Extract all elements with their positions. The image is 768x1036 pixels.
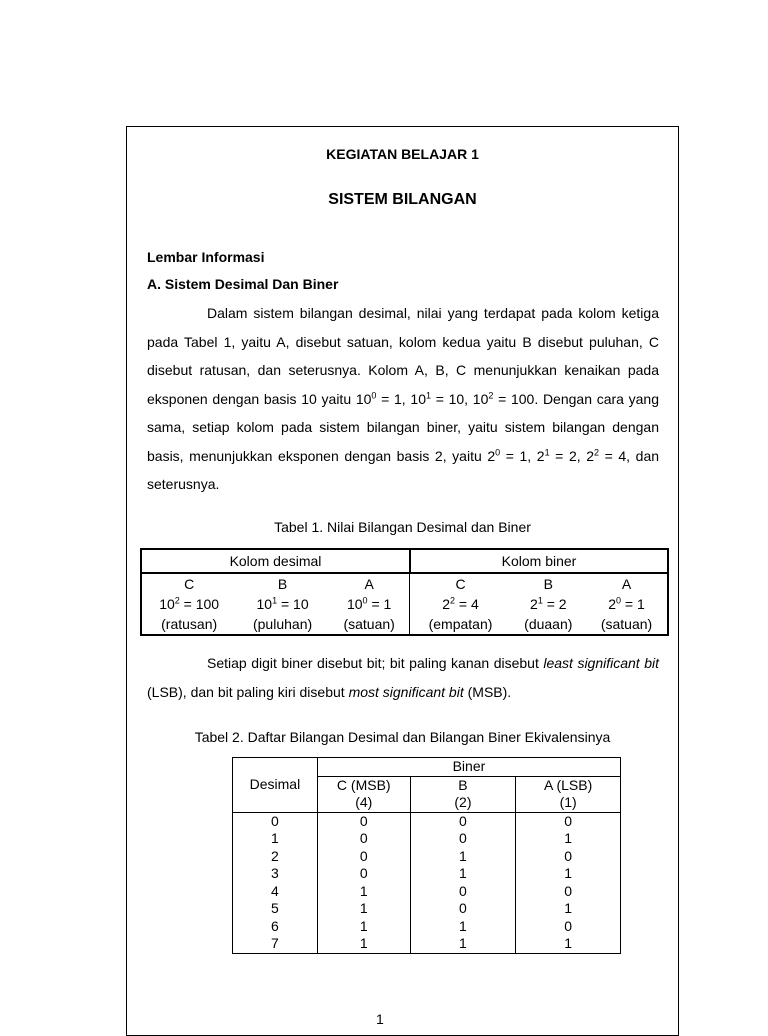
table1-cell: $10^0 = 1$: [346, 595, 392, 612]
table2-cell: 5: [233, 900, 318, 918]
table2-col-header: B: [410, 776, 516, 794]
section-label: Lembar Informasi: [147, 249, 265, 265]
table2-cell: 0: [410, 900, 516, 918]
table-2: [232, 757, 621, 954]
table2-cell: 1: [410, 935, 516, 953]
table-row: [233, 830, 621, 848]
table-1: [140, 548, 669, 636]
table2-cell: 1: [317, 918, 410, 936]
table2-cell: 1: [410, 865, 516, 883]
paragraph-2: Setiap digit biner disebut bit; bit paling kanan disebut least significant bit (LSB), dan bit paling kiri disebut most significant bit (MSB).: [147, 655, 659, 700]
table2-cell: 0: [410, 883, 516, 901]
table2-cell: 0: [233, 812, 318, 830]
paragraph-1: Dalam sistem bilangan desimal, nilai yang terdapat pada kolom ketiga pada Tabel 1, yaitu A, disebut satuan, kolom kedua yaitu B disebut puluhan, C disebut ratusan, dan seterusnya. Kolom A, B, C menunjukkan kenaikan pada eksponen dengan basis 10 yaitu $10^0 = 1$, $10^1 = 10$, $10^2 = 100$. Dengan cara yang sama, setiap kolom pada sistem bilangan biner, yaitu sistem bilangan dengan basis, menunjukkan eksponen dengan basis 2, yaitu $2^0 = 1$, $2^1 = 2$, $2^2 = 4$, dan seterusnya.: [147, 305, 660, 492]
table1-cell: B: [543, 576, 553, 592]
table2-cell: 0: [317, 812, 410, 830]
table1-cell: (puluhan): [236, 614, 329, 635]
table1-cell: $2^1 = 2$: [530, 595, 567, 612]
table2-cell: 1: [410, 848, 516, 866]
table1-cell: A: [586, 573, 668, 594]
table2-col-subheader: (4): [317, 794, 410, 812]
table2-cell: 0: [516, 848, 621, 866]
table2-cell: 0: [410, 812, 516, 830]
table2-desimal-header: Desimal: [233, 758, 318, 813]
table2-cell: 6: [233, 918, 318, 936]
table1-cell: (satuan): [586, 614, 668, 635]
table2-cell: 1: [317, 900, 410, 918]
table1-group-desimal: Kolom desimal: [141, 549, 410, 573]
table2-cell: 0: [317, 830, 410, 848]
table2-body: [233, 812, 621, 953]
table-row: [233, 865, 621, 883]
table2-cell: 0: [317, 865, 410, 883]
table-row: [233, 883, 621, 901]
table2-cell: 3: [233, 865, 318, 883]
table1-cell: (ratusan): [141, 614, 236, 635]
table2-cell: 1: [233, 830, 318, 848]
table2-biner-header: Biner: [317, 758, 620, 777]
table-row: [233, 935, 621, 953]
table1-cell: $10^2 = 100$: [141, 594, 236, 614]
table1-cell: $2^2 = 4$: [410, 594, 511, 614]
table2-col-header: A (LSB): [516, 776, 621, 794]
table1-cell: C: [410, 573, 511, 594]
table2-cell: 2: [233, 848, 318, 866]
table2-cell: 1: [516, 865, 621, 883]
table1-power-row: [141, 594, 668, 614]
page-title: KEGIATAN BELAJAR 1: [326, 146, 479, 162]
table-row: [233, 848, 621, 866]
table1-cell: B: [277, 576, 288, 592]
table2-cell: 1: [317, 883, 410, 901]
table1-cell: (duaan): [511, 614, 587, 635]
table2-caption: Tabel 2. Daftar Bilangan Desimal dan Bilangan Biner Ekivalensinya: [194, 729, 611, 745]
table2-col-header: C (MSB): [317, 776, 410, 794]
table1-cell: (satuan): [329, 614, 410, 635]
page-number: 1: [376, 1011, 384, 1027]
table2-cell: 1: [516, 900, 621, 918]
table2-cell: 0: [516, 812, 621, 830]
table2-cell: 1: [317, 935, 410, 953]
table2-cell: 0: [516, 918, 621, 936]
table1-caption: Tabel 1. Nilai Bilangan Desimal dan Biner: [274, 519, 531, 535]
table1-cell: A: [364, 576, 374, 592]
table2-cell: 1: [410, 918, 516, 936]
table2-cell: 7: [233, 935, 318, 953]
table2-cell: 4: [233, 883, 318, 901]
table1-letter-row: [141, 573, 668, 594]
table1-name-row: [141, 614, 668, 635]
table2-cell: 0: [317, 848, 410, 866]
chapter-title: SISTEM BILANGAN: [328, 191, 477, 208]
table1-group-biner: Kolom biner: [410, 549, 668, 573]
table1-cell: C: [141, 573, 236, 594]
table2-col-subheader: (2): [410, 794, 516, 812]
table2-col-subheader: (1): [516, 794, 621, 812]
table1-cell: $2^0 = 1$: [586, 594, 668, 614]
table2-cell: 1: [516, 935, 621, 953]
table-row: [233, 900, 621, 918]
table-row: [233, 812, 621, 830]
table2-cell: 1: [516, 830, 621, 848]
section-heading: A. Sistem Desimal Dan Biner: [147, 276, 339, 292]
table1-cell: (empatan): [410, 614, 511, 635]
table2-cell: 0: [410, 830, 516, 848]
table2-cell: 0: [516, 883, 621, 901]
table-row: [233, 918, 621, 936]
table1-cell: $10^1 = 10$: [256, 595, 309, 612]
